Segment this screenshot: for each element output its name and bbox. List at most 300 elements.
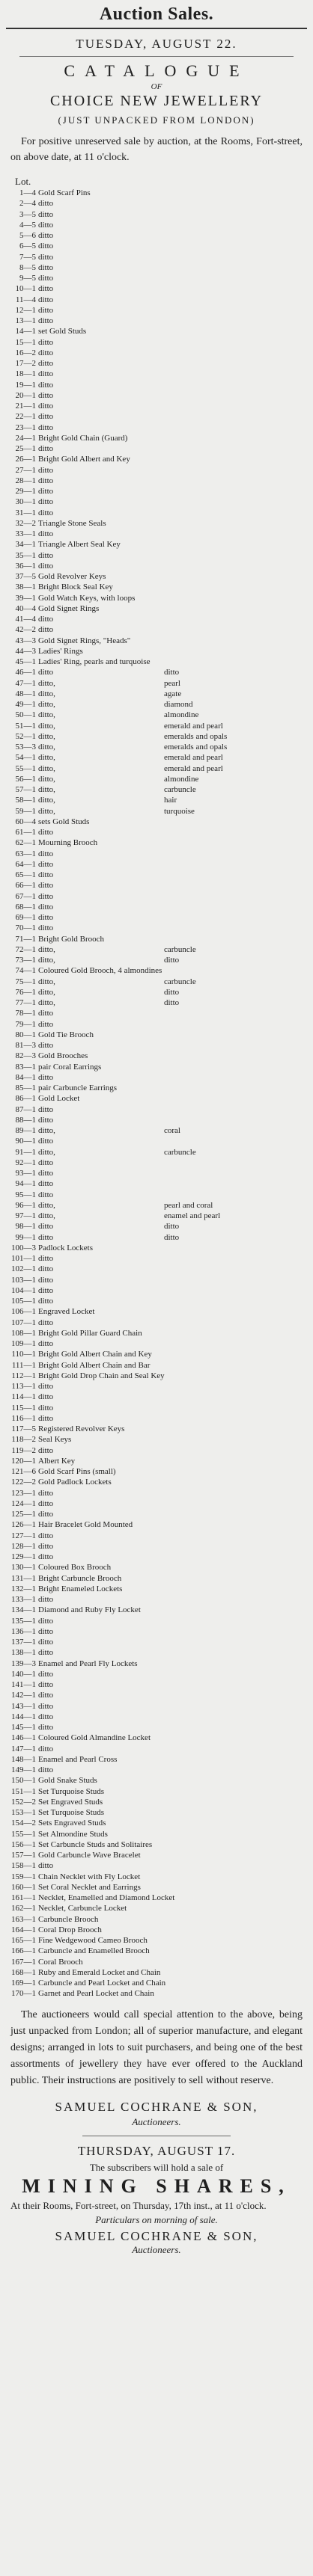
lot-number: 136—1 (11, 1626, 36, 1636)
lot-description: Coloured Box Brooch (38, 1563, 112, 1573)
lot-row (10, 209, 313, 220)
lot-number: 32—2 (15, 518, 36, 528)
lot-number: 6—5 (19, 242, 36, 251)
lot-row (10, 1243, 313, 1253)
lot-row (10, 678, 313, 689)
lot-number: 146—1 (11, 1733, 36, 1743)
lot-description: ditto (38, 828, 54, 837)
lot-number: 41—4 (15, 615, 36, 624)
lot-description: Ladies' Rings (38, 646, 83, 656)
lot-number: 112—1 (11, 1371, 36, 1380)
lot-row (10, 1466, 313, 1477)
lot-number: 51—1 (15, 721, 36, 731)
lot-row (10, 497, 313, 507)
lot-description: Carbuncle and Pearl Locket and Chain (38, 1979, 166, 1988)
lot-number: 1—4 (19, 188, 36, 197)
lot-row (10, 1115, 313, 1125)
lot-row (10, 369, 313, 379)
lot-description: ditto, (38, 678, 55, 688)
lot-number: 43—3 (15, 636, 36, 645)
lot-detail: emerald and pearl (164, 753, 223, 763)
lot-number: 42—2 (15, 625, 36, 635)
lot-row (10, 1221, 313, 1232)
lot-number: 11—4 (15, 295, 36, 304)
lot-number: 130—1 (11, 1563, 36, 1573)
lot-row (10, 1253, 313, 1264)
lot-row (10, 1903, 313, 1913)
lot-description: ditto (38, 305, 54, 315)
lot-number: 117—5 (11, 1424, 36, 1433)
lot-number: 122—2 (11, 1478, 36, 1487)
lot-number: 114—1 (11, 1392, 36, 1402)
lot-description: ditto, (38, 700, 55, 709)
lot-number: 161—1 (11, 1893, 36, 1902)
lot-description: Ruby and Emerald Locket and Chain (38, 1967, 161, 1977)
notice-signature: SAMUEL COCHRANE & SON, (55, 2228, 258, 2243)
lot-row (10, 742, 313, 752)
lot-description: ditto (38, 1510, 54, 1519)
lot-row (10, 1594, 313, 1605)
lot-description: Bright Gold Brooch (38, 934, 104, 944)
lot-number: 134—1 (11, 1605, 36, 1615)
lot-description: ditto (38, 1531, 54, 1540)
lot-description: ditto (38, 625, 54, 635)
lot-number: 169—1 (11, 1979, 36, 1988)
lot-description: Diamond and Ruby Fly Locket (38, 1605, 141, 1615)
lot-number: 148—1 (11, 1754, 36, 1764)
lot-number: 140—1 (11, 1669, 36, 1679)
lot-description: ditto (38, 497, 54, 507)
lot-row (10, 220, 313, 230)
lot-number: 108—1 (11, 1328, 36, 1338)
lot-description: ditto (38, 337, 54, 347)
lot-number: 22—1 (15, 412, 36, 422)
lot-number: 104—1 (11, 1285, 36, 1295)
lot-detail: ditto (164, 668, 180, 677)
lot-row (10, 1498, 313, 1509)
lot-row (10, 1722, 313, 1733)
lot-row (10, 1935, 313, 1946)
notice-title: MINING SHARES, (22, 2174, 291, 2197)
lot-row (10, 1392, 313, 1402)
lot-row (10, 1360, 313, 1371)
lot-description: ditto (38, 1382, 54, 1391)
lot-row (10, 624, 313, 635)
lot-description: ditto (38, 252, 54, 262)
lot-row (10, 1562, 313, 1573)
lot-description: Hair Bracelet Gold Mounted (38, 1520, 133, 1530)
lot-number: 90—1 (15, 1137, 36, 1146)
lot-row (10, 1211, 313, 1221)
lot-number: 40—4 (15, 603, 36, 613)
divider (19, 56, 294, 57)
lot-number: 49—1 (15, 700, 36, 709)
lot-description: ditto (38, 1861, 54, 1871)
lot-number: 153—1 (11, 1808, 36, 1817)
lot-number: 93—1 (15, 1169, 36, 1178)
lot-number: 16—2 (15, 348, 36, 357)
lot-description: ditto (38, 284, 54, 294)
lot-number: 168—1 (11, 1967, 36, 1977)
lot-row (10, 273, 313, 283)
lot-row (10, 1669, 313, 1679)
lot-description: ditto (38, 1264, 54, 1274)
lot-description: ditto (38, 1744, 54, 1753)
lot-description: ditto, (38, 806, 55, 816)
lot-detail: emerald and pearl (164, 721, 223, 731)
lot-description: ditto, (38, 987, 55, 997)
lot-description: Set Coral Necklet and Earrings (38, 1882, 141, 1892)
lot-row (10, 1616, 313, 1626)
lot-number: 63—1 (15, 849, 36, 858)
lot-number: 65—1 (15, 870, 36, 879)
lot-description: ditto (38, 1254, 54, 1263)
lot-number: 58—1 (15, 796, 36, 805)
lot-row (10, 806, 313, 817)
lot-description: Gold Watch Keys, with loops (38, 593, 136, 603)
lot-number: 100—3 (11, 1243, 36, 1252)
lot-row (10, 689, 313, 699)
of-label: OF (151, 82, 162, 91)
lot-number: 147—1 (11, 1744, 36, 1753)
lot-description: Gold Revolver Keys (38, 572, 106, 581)
lot-row (10, 955, 313, 965)
lot-description: ditto (38, 1595, 54, 1604)
lot-detail: turquoise (164, 806, 195, 816)
lot-row (10, 923, 313, 933)
lot-row (10, 1967, 313, 1978)
lot-description: ditto, (38, 774, 55, 784)
lot-row (10, 784, 313, 795)
lot-description: Bright Gold Albert Chain and Bar (38, 1360, 151, 1370)
lot-row (10, 518, 313, 529)
lot-number: 103—1 (11, 1275, 36, 1285)
lot-row (10, 934, 313, 944)
lot-number: 25—1 (15, 444, 36, 453)
lot-detail: ditto (164, 1222, 180, 1232)
lot-description: Necklet, Carbuncle Locket (38, 1904, 127, 1913)
lot-description: ditto (38, 1169, 54, 1178)
lot-number: 52—1 (15, 731, 36, 741)
lot-row (10, 486, 313, 497)
lot-row (10, 539, 313, 550)
lot-number: 60—4 (15, 817, 36, 826)
lot-row (10, 1338, 313, 1349)
lot-row (10, 1701, 313, 1712)
lot-detail: carbuncle (164, 944, 196, 954)
lot-description: Bright Carbuncle Brooch (38, 1573, 122, 1583)
lot-number: 38—1 (15, 582, 36, 592)
lot-detail: pearl and coral (164, 1200, 213, 1210)
lot-row (10, 1434, 313, 1445)
lot-number: 28—1 (15, 476, 36, 485)
mining-shares-notice (0, 2144, 313, 2256)
lot-number: 46—1 (15, 668, 36, 677)
lot-detail: enamel and pearl (164, 1211, 221, 1220)
lot-description: ditto (38, 529, 54, 538)
lot-number: 138—1 (11, 1648, 36, 1658)
lot-description: set Gold Studs (38, 327, 87, 336)
lot-row (10, 1072, 313, 1083)
auctioneers-label: Auctioneers. (132, 2115, 181, 2127)
lot-description: ditto (38, 1638, 54, 1647)
notice-particulars: Particulars on morning of sale. (95, 2213, 218, 2225)
lot-row (10, 230, 313, 241)
lot-description: Albert Key (38, 1456, 76, 1466)
lot-description: ditto (38, 923, 54, 933)
lot-row (10, 987, 313, 997)
lot-description: Bright Gold Albert Chain and Key (38, 1350, 152, 1359)
lot-description: ditto (38, 1712, 54, 1721)
lot-row (10, 401, 313, 411)
notice-auctioneers: Auctioneers. (132, 2243, 181, 2255)
lot-row (10, 1626, 313, 1637)
lot-number: 149—1 (11, 1765, 36, 1774)
lot-number: 31—1 (15, 508, 36, 517)
lot-description: Carbuncle Brooch (38, 1914, 99, 1924)
lot-number: 8—5 (19, 262, 36, 272)
lot-description: Gold Brooches (38, 1051, 88, 1061)
lot-row (10, 252, 313, 262)
lot-number: 33—1 (15, 529, 36, 538)
lot-row (10, 870, 313, 880)
lot-description: ditto (38, 1498, 54, 1508)
lot-number: 26—1 (15, 455, 36, 464)
lot-description: ditto (38, 444, 54, 453)
lot-number: 102—1 (11, 1264, 36, 1274)
lot-description: ditto, (38, 1200, 55, 1210)
lot-description: Mourning Brooch (38, 838, 98, 848)
lot-description: ditto (38, 1765, 54, 1774)
lot-number: 163—1 (11, 1914, 36, 1924)
lot-number: 135—1 (11, 1616, 36, 1626)
lot-row (10, 1371, 313, 1381)
just-unpacked: (JUST UNPACKED FROM LONDON) (58, 114, 255, 126)
lot-row (10, 593, 313, 603)
lot-number: 105—1 (11, 1297, 36, 1306)
lot-description: ditto (38, 220, 54, 230)
lot-number: 160—1 (11, 1882, 36, 1892)
lot-description: Set Almondine Studs (38, 1829, 108, 1839)
notice-subscribers: The subscribers will hold a sale of (89, 2161, 224, 2173)
lot-row (10, 465, 313, 476)
lot-description: ditto, (38, 731, 55, 741)
lot-number: 110—1 (11, 1350, 36, 1359)
lot-description: ditto (38, 615, 54, 624)
lot-description: ditto (38, 881, 54, 891)
lot-number: 85—1 (15, 1083, 36, 1092)
lot-row (10, 1573, 313, 1584)
lot-number: 164—1 (11, 1925, 36, 1934)
lot-description: Garnet and Pearl Locket and Chain (38, 1989, 154, 1999)
lot-description: ditto, (38, 977, 55, 986)
catalogue-title: CATALOGUE (64, 61, 249, 80)
lot-number: 120—1 (11, 1456, 36, 1466)
lot-description: ditto (38, 508, 54, 517)
lot-description: ditto, (38, 743, 55, 751)
lot-number: 75—1 (15, 977, 36, 986)
lot-row (10, 1765, 313, 1775)
lot-row (10, 1200, 313, 1211)
lot-description: Fine Wedgewood Cameo Brooch (38, 1936, 148, 1945)
lot-number: 62—1 (15, 838, 36, 848)
lot-description: ditto (38, 1626, 54, 1636)
lot-row (10, 198, 313, 209)
lot-row (10, 1807, 313, 1818)
lot-number: 81—3 (15, 1041, 36, 1050)
lot-description: ditto (38, 390, 54, 400)
lot-number: 57—1 (15, 785, 36, 794)
lot-row (10, 1914, 313, 1925)
lot-row (10, 891, 313, 902)
lot-row (10, 1647, 313, 1658)
lot-description: ditto (38, 1232, 54, 1242)
lot-row (10, 443, 313, 454)
lot-row (10, 326, 313, 336)
lot-row (10, 476, 313, 486)
lot-row (10, 1637, 313, 1647)
lot-number: 98—1 (15, 1222, 36, 1232)
lot-description: ditto (38, 199, 54, 209)
lot-row (10, 795, 313, 805)
lot-number: 34—1 (15, 540, 36, 550)
lot-description: Enamel and Pearl Fly Lockets (38, 1659, 138, 1668)
lot-number: 127—1 (11, 1531, 36, 1540)
lot-row (10, 646, 313, 657)
lot-row (10, 1104, 313, 1115)
lot-row (10, 1786, 313, 1797)
lot-description: pair Carbuncle Earrings (38, 1083, 118, 1092)
lot-row (10, 1712, 313, 1722)
lot-row (10, 241, 313, 251)
lot-row (10, 699, 313, 710)
lot-number: 29—1 (15, 487, 36, 496)
notice-date: THURSDAY, AUGUST 17. (77, 2143, 236, 2158)
lot-description: Carbuncle and Enamelled Brooch (38, 1946, 150, 1956)
lot-row (10, 944, 313, 955)
lot-row (10, 1136, 313, 1146)
lot-description: ditto, (38, 721, 55, 731)
lot-description: ditto, (38, 785, 55, 794)
choice-title: CHOICE NEW JEWELLERY (49, 93, 264, 109)
lot-number: 55—1 (15, 763, 36, 773)
lot-number: 141—1 (11, 1680, 36, 1689)
lot-description: ditto (38, 1445, 54, 1455)
lot-row (10, 295, 313, 305)
lot-number: 151—1 (11, 1786, 36, 1796)
lot-description: Gold Scarf Pins (38, 188, 91, 197)
lot-row (10, 358, 313, 369)
lot-description: ditto (38, 1285, 54, 1295)
lot-number: 4—5 (19, 220, 36, 230)
lot-row (10, 1019, 313, 1030)
lot-detail: ditto (164, 998, 180, 1007)
lot-description: ditto (38, 1041, 54, 1050)
lot-number: 20—1 (15, 390, 36, 400)
lot-row (10, 1190, 313, 1200)
lot-number: 126—1 (11, 1520, 36, 1530)
lot-description: ditto (38, 1104, 54, 1114)
lot-row (10, 837, 313, 848)
lot-number: 45—1 (15, 657, 36, 666)
lot-row (10, 1445, 313, 1456)
lot-number: 97—1 (15, 1211, 36, 1220)
lot-number: 115—1 (11, 1403, 36, 1413)
lot-row (10, 1882, 313, 1893)
lot-number: 71—1 (15, 934, 36, 944)
lot-description: ditto (38, 1723, 54, 1732)
lot-row (10, 1093, 313, 1104)
lot-row (10, 1509, 313, 1519)
lot-number: 157—1 (11, 1851, 36, 1860)
lot-number: 113—1 (11, 1382, 36, 1391)
lot-number: 129—1 (11, 1552, 36, 1561)
lot-number: 118—2 (11, 1435, 36, 1445)
lot-number: 30—1 (15, 497, 36, 507)
lot-row (10, 380, 313, 390)
lot-description: ditto (38, 1072, 54, 1082)
lot-number: 39—1 (15, 593, 36, 603)
lot-description: Seal Keys (38, 1435, 72, 1445)
lot-description: ditto (38, 1680, 54, 1689)
lot-row (10, 1062, 313, 1072)
lot-description: Gold Snake Studs (38, 1776, 97, 1786)
lot-number: 61—1 (15, 828, 36, 837)
lot-detail: emeralds and opals (164, 743, 228, 751)
lot-description: ditto, (38, 1126, 55, 1135)
lot-row (10, 1456, 313, 1466)
lot-description: Registered Revolver Keys (38, 1424, 125, 1433)
lot-number: 167—1 (11, 1957, 36, 1967)
lot-row (10, 902, 313, 912)
lot-description: Bright Gold Chain (Guard) (38, 433, 128, 443)
lot-row (10, 1541, 313, 1552)
lot-description: ditto (38, 295, 54, 304)
lot-description: ditto (38, 402, 54, 411)
lot-number: 35—1 (15, 550, 36, 560)
lot-description: sets Gold Studs (38, 817, 90, 826)
lot-description: Sets Engraved Studs (38, 1819, 106, 1828)
lot-number: 67—1 (15, 891, 36, 901)
lot-number: 101—1 (11, 1254, 36, 1263)
lot-row (10, 1403, 313, 1413)
lot-row (10, 1925, 313, 1935)
lot-row (10, 1275, 313, 1285)
lot-number: 18—1 (15, 369, 36, 379)
lot-description: Gold Locket (38, 1094, 80, 1104)
lot-description: ditto (38, 1488, 54, 1498)
lot-number: 165—1 (11, 1936, 36, 1945)
lot-description: ditto (38, 902, 54, 912)
lot-number: 82—3 (15, 1051, 36, 1061)
lot-number: 70—1 (15, 923, 36, 933)
lot-description: Set Engraved Studs (38, 1797, 103, 1807)
lot-description: ditto (38, 913, 54, 922)
lot-number: 19—1 (15, 380, 36, 390)
lot-number: 69—1 (15, 913, 36, 922)
lot-row (10, 849, 313, 859)
lot-detail: almondine (164, 774, 199, 784)
lot-description: ditto (38, 550, 54, 560)
lot-number: 77—1 (15, 998, 36, 1007)
lot-description: ditto, (38, 689, 55, 698)
lot-row (10, 1125, 313, 1136)
lot-number: 132—1 (11, 1584, 36, 1593)
lot-number: 74—1 (15, 966, 36, 976)
lot-description: Bright Gold Pillar Guard Chain (38, 1328, 142, 1338)
lot-description: Bright Enameled Lockets (38, 1584, 123, 1593)
lot-description: ditto (38, 1392, 54, 1402)
